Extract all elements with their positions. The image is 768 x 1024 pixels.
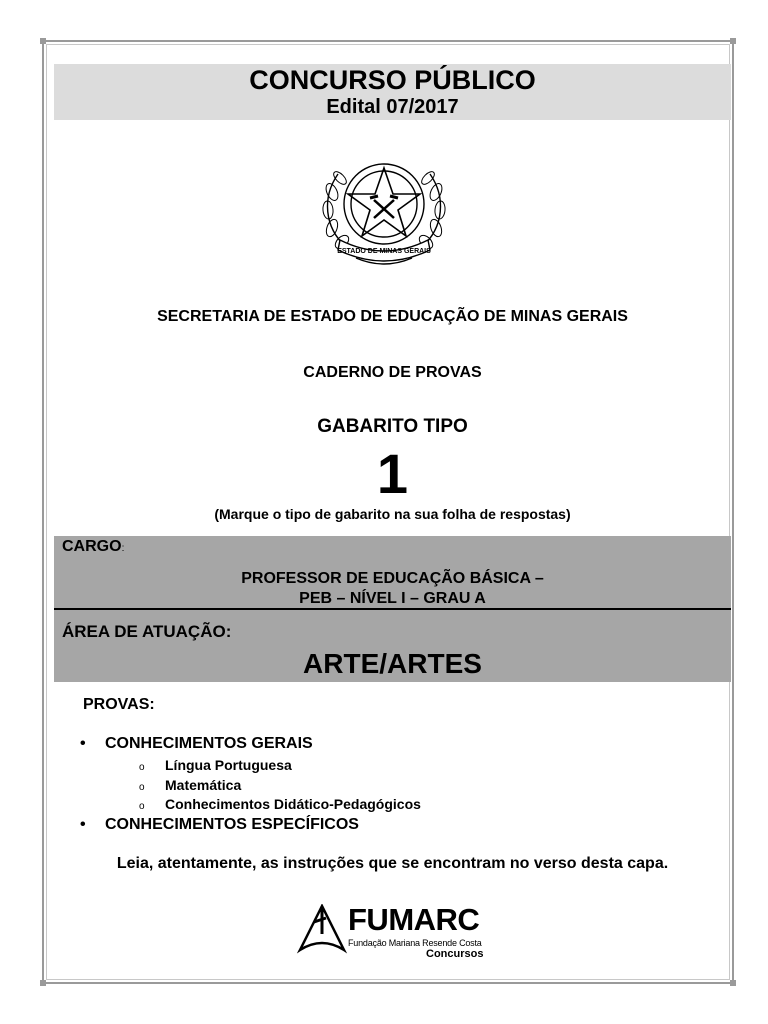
corner-mark <box>730 980 736 986</box>
cargo-label: CARGO: <box>62 538 125 555</box>
secretaria-title: SECRETARIA DE ESTADO DE EDUCAÇÃO DE MINAS GERAIS <box>157 308 628 325</box>
corner-mark <box>730 38 736 44</box>
cargo-colon: : <box>121 543 125 554</box>
area-label: ÁREA DE ATUAÇÃO: <box>62 622 232 641</box>
list-item: • CONHECIMENTOS ESPECÍFICOS <box>80 816 359 833</box>
list-subitem: o Matemática <box>139 777 242 793</box>
list-item: • CONHECIMENTOS GERAIS <box>80 735 313 752</box>
gabarito-note: (Marque o tipo de gabarito na sua folha de respostas) <box>214 506 571 522</box>
header-band <box>54 64 731 120</box>
gabarito-label: GABARITO TIPO <box>317 416 468 437</box>
circle-bullet-icon: o <box>139 762 145 773</box>
cargo-value-line1: PROFESSOR DE EDUCAÇÃO BÁSICA – <box>241 570 544 587</box>
circle-bullet-icon: o <box>139 782 145 793</box>
logo-tagline: Concursos <box>426 948 484 960</box>
circle-bullet-icon: o <box>139 801 145 812</box>
page-title: CONCURSO PÚBLICO <box>249 65 536 95</box>
cargo-value-line2: PEB – NÍVEL I – GRAU A <box>299 590 486 607</box>
fumarc-logo <box>296 900 496 964</box>
list-subitem: o Conhecimentos Didático-Pedagógicos <box>139 796 421 812</box>
corner-mark <box>40 980 46 986</box>
caderno-title: CADERNO DE PROVAS <box>303 364 482 381</box>
logo-subtitle: Fundação Mariana Resende Costa <box>348 938 482 948</box>
list-subitem: o Língua Portuguesa <box>139 757 292 773</box>
svg-text:ESTADO DE MINAS GERAIS: ESTADO DE MINAS GERAIS <box>337 248 431 255</box>
instructions-note: Leia, atentamente, as instruções que se encontram no verso desta capa. <box>116 855 669 872</box>
bullet-icon: • <box>80 816 86 833</box>
area-value: ARTE/ARTES <box>303 648 482 679</box>
corner-mark <box>40 38 46 44</box>
cargo-band <box>54 536 731 608</box>
area-band <box>54 610 731 682</box>
logo-name: FUMARC <box>348 902 480 937</box>
gabarito-number: 1 <box>376 442 409 505</box>
bullet-icon: • <box>80 735 86 752</box>
provas-label: PROVAS: <box>83 696 155 713</box>
fumarc-mark-icon <box>296 904 348 956</box>
coat-of-arms-icon <box>316 152 452 274</box>
edital-number: Edital 07/2017 <box>326 96 459 118</box>
